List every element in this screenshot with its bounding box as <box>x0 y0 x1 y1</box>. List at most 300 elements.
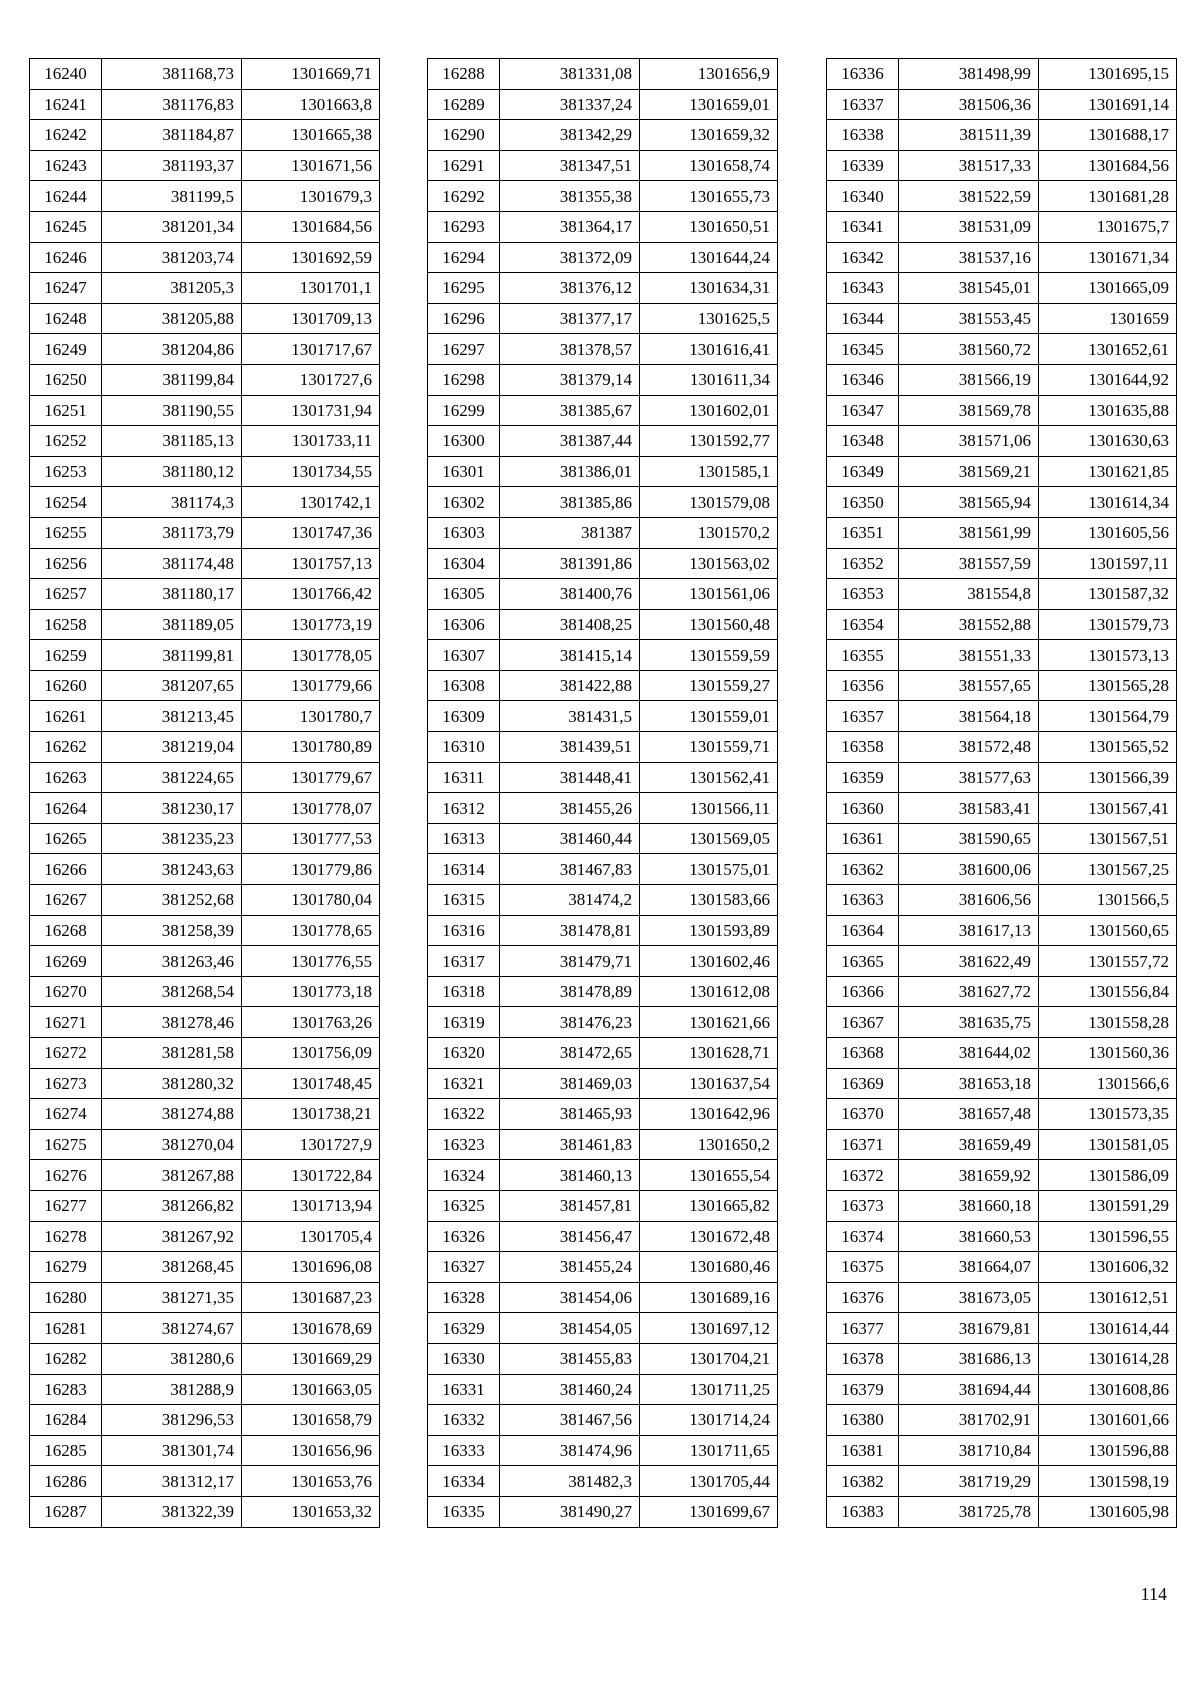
table-row <box>428 242 778 273</box>
table-row <box>428 1496 778 1527</box>
table-row <box>30 89 380 120</box>
point-number-cell: 16315 <box>428 885 500 916</box>
table-row <box>30 1343 380 1374</box>
y-coordinate-cell: 1301579,08 <box>640 487 778 518</box>
point-number-cell: 16257 <box>30 579 102 610</box>
x-coordinate-cell: 381312,17 <box>102 1466 242 1497</box>
x-coordinate-cell: 381168,73 <box>102 59 242 90</box>
table-row <box>30 1466 380 1497</box>
y-coordinate-cell: 1301567,51 <box>1039 823 1177 854</box>
x-coordinate-cell: 381213,45 <box>102 701 242 732</box>
table-row <box>428 1038 778 1069</box>
point-number-cell: 16316 <box>428 915 500 946</box>
x-coordinate-cell: 381673,05 <box>899 1282 1039 1313</box>
y-coordinate-cell: 1301659 <box>1039 303 1177 334</box>
y-coordinate-cell: 1301560,65 <box>1039 915 1177 946</box>
x-coordinate-cell: 381176,83 <box>102 89 242 120</box>
table-row <box>428 303 778 334</box>
y-coordinate-cell: 1301699,67 <box>640 1496 778 1527</box>
y-coordinate-cell: 1301612,08 <box>640 976 778 1007</box>
point-number-cell: 16317 <box>428 946 500 977</box>
table-row <box>30 1313 380 1344</box>
y-coordinate-cell: 1301748,45 <box>242 1068 380 1099</box>
point-number-cell: 16352 <box>827 548 899 579</box>
x-coordinate-cell: 381659,92 <box>899 1160 1039 1191</box>
x-coordinate-cell: 381566,19 <box>899 364 1039 395</box>
point-number-cell: 16272 <box>30 1038 102 1069</box>
point-number-cell: 16277 <box>30 1190 102 1221</box>
x-coordinate-cell: 381252,68 <box>102 885 242 916</box>
point-number-cell: 16368 <box>827 1038 899 1069</box>
x-coordinate-cell: 381199,5 <box>102 181 242 212</box>
x-coordinate-cell: 381455,83 <box>500 1343 640 1374</box>
x-coordinate-cell: 381377,17 <box>500 303 640 334</box>
y-coordinate-cell: 1301684,56 <box>1039 150 1177 181</box>
table-row <box>428 1129 778 1160</box>
x-coordinate-cell: 381331,08 <box>500 59 640 90</box>
table-row <box>30 640 380 671</box>
point-number-cell: 16351 <box>827 517 899 548</box>
y-coordinate-cell: 1301587,32 <box>1039 579 1177 610</box>
point-number-cell: 16319 <box>428 1007 500 1038</box>
table-row <box>428 854 778 885</box>
table-row <box>30 946 380 977</box>
y-coordinate-cell: 1301763,26 <box>242 1007 380 1038</box>
x-coordinate-cell: 381301,74 <box>102 1435 242 1466</box>
point-number-cell: 16244 <box>30 181 102 212</box>
x-coordinate-cell: 381572,48 <box>899 732 1039 763</box>
point-number-cell: 16287 <box>30 1496 102 1527</box>
table-row <box>827 548 1177 579</box>
table-row <box>428 1313 778 1344</box>
table-row <box>30 1496 380 1527</box>
point-number-cell: 16309 <box>428 701 500 732</box>
table-row <box>30 1160 380 1191</box>
table-row <box>827 120 1177 151</box>
point-number-cell: 16264 <box>30 793 102 824</box>
x-coordinate-cell: 381660,53 <box>899 1221 1039 1252</box>
x-coordinate-cell: 381600,06 <box>899 854 1039 885</box>
y-coordinate-cell: 1301711,25 <box>640 1374 778 1405</box>
x-coordinate-cell: 381561,99 <box>899 517 1039 548</box>
point-number-cell: 16339 <box>827 150 899 181</box>
table-row <box>30 1405 380 1436</box>
table-row <box>30 670 380 701</box>
y-coordinate-cell: 1301566,39 <box>1039 762 1177 793</box>
y-coordinate-cell: 1301597,11 <box>1039 548 1177 579</box>
point-number-cell: 16261 <box>30 701 102 732</box>
x-coordinate-cell: 381606,56 <box>899 885 1039 916</box>
y-coordinate-cell: 1301652,61 <box>1039 334 1177 365</box>
y-coordinate-cell: 1301566,6 <box>1039 1068 1177 1099</box>
y-coordinate-cell: 1301778,65 <box>242 915 380 946</box>
table-row <box>827 273 1177 304</box>
y-coordinate-cell: 1301776,55 <box>242 946 380 977</box>
table-row <box>428 334 778 365</box>
table-row <box>428 609 778 640</box>
point-number-cell: 16334 <box>428 1466 500 1497</box>
x-coordinate-cell: 381478,89 <box>500 976 640 1007</box>
y-coordinate-cell: 1301687,23 <box>242 1282 380 1313</box>
table-row <box>827 456 1177 487</box>
point-number-cell: 16249 <box>30 334 102 365</box>
y-coordinate-cell: 1301778,07 <box>242 793 380 824</box>
y-coordinate-cell: 1301602,46 <box>640 946 778 977</box>
table-row <box>428 1099 778 1130</box>
x-coordinate-cell: 381387,44 <box>500 426 640 457</box>
x-coordinate-cell: 381372,09 <box>500 242 640 273</box>
x-coordinate-cell: 381569,21 <box>899 456 1039 487</box>
y-coordinate-cell: 1301621,85 <box>1039 456 1177 487</box>
x-coordinate-cell: 381185,13 <box>102 426 242 457</box>
x-coordinate-cell: 381456,47 <box>500 1221 640 1252</box>
table-row <box>428 181 778 212</box>
table-row <box>428 59 778 90</box>
y-coordinate-cell: 1301558,28 <box>1039 1007 1177 1038</box>
table-row <box>827 670 1177 701</box>
x-coordinate-cell: 381224,65 <box>102 762 242 793</box>
table-row <box>827 1160 1177 1191</box>
point-number-cell: 16359 <box>827 762 899 793</box>
point-number-cell: 16301 <box>428 456 500 487</box>
table-row <box>428 793 778 824</box>
point-number-cell: 16276 <box>30 1160 102 1191</box>
y-coordinate-cell: 1301709,13 <box>242 303 380 334</box>
x-coordinate-cell: 381180,17 <box>102 579 242 610</box>
x-coordinate-cell: 381193,37 <box>102 150 242 181</box>
table-row <box>827 1374 1177 1405</box>
x-coordinate-cell: 381274,88 <box>102 1099 242 1130</box>
point-number-cell: 16285 <box>30 1435 102 1466</box>
x-coordinate-cell: 381199,84 <box>102 364 242 395</box>
y-coordinate-cell: 1301628,71 <box>640 1038 778 1069</box>
point-number-cell: 16242 <box>30 120 102 151</box>
table-row <box>30 1435 380 1466</box>
y-coordinate-cell: 1301696,08 <box>242 1252 380 1283</box>
y-coordinate-cell: 1301717,67 <box>242 334 380 365</box>
y-coordinate-cell: 1301688,17 <box>1039 120 1177 151</box>
point-number-cell: 16322 <box>428 1099 500 1130</box>
point-number-cell: 16320 <box>428 1038 500 1069</box>
table-row <box>827 915 1177 946</box>
table-row <box>30 487 380 518</box>
y-coordinate-cell: 1301663,05 <box>242 1374 380 1405</box>
x-coordinate-cell: 381560,72 <box>899 334 1039 365</box>
point-number-cell: 16259 <box>30 640 102 671</box>
x-coordinate-cell: 381258,39 <box>102 915 242 946</box>
x-coordinate-cell: 381219,04 <box>102 732 242 763</box>
y-coordinate-cell: 1301704,21 <box>640 1343 778 1374</box>
x-coordinate-cell: 381474,2 <box>500 885 640 916</box>
y-coordinate-cell: 1301644,24 <box>640 242 778 273</box>
table-row <box>827 59 1177 90</box>
y-coordinate-cell: 1301780,89 <box>242 732 380 763</box>
table-row <box>30 762 380 793</box>
y-coordinate-cell: 1301705,4 <box>242 1221 380 1252</box>
y-coordinate-cell: 1301566,5 <box>1039 885 1177 916</box>
y-coordinate-cell: 1301579,73 <box>1039 609 1177 640</box>
y-coordinate-cell: 1301684,56 <box>242 211 380 242</box>
x-coordinate-cell: 381205,3 <box>102 273 242 304</box>
table-row <box>428 487 778 518</box>
y-coordinate-cell: 1301581,05 <box>1039 1129 1177 1160</box>
y-coordinate-cell: 1301727,6 <box>242 364 380 395</box>
table-row <box>30 1221 380 1252</box>
page-number: 114 <box>1140 1584 1167 1604</box>
x-coordinate-cell: 381467,83 <box>500 854 640 885</box>
table-row <box>30 823 380 854</box>
x-coordinate-cell: 381506,36 <box>899 89 1039 120</box>
x-coordinate-cell: 381415,14 <box>500 640 640 671</box>
x-coordinate-cell: 381280,32 <box>102 1068 242 1099</box>
table-row <box>30 793 380 824</box>
table-row <box>30 915 380 946</box>
table-row <box>30 1190 380 1221</box>
point-number-cell: 16380 <box>827 1405 899 1436</box>
x-coordinate-cell: 381537,16 <box>899 242 1039 273</box>
table-row <box>827 1099 1177 1130</box>
y-coordinate-cell: 1301653,32 <box>242 1496 380 1527</box>
x-coordinate-cell: 381551,33 <box>899 640 1039 671</box>
y-coordinate-cell: 1301747,36 <box>242 517 380 548</box>
x-coordinate-cell: 381431,5 <box>500 701 640 732</box>
table-row <box>827 395 1177 426</box>
y-coordinate-cell: 1301611,34 <box>640 364 778 395</box>
point-number-cell: 16296 <box>428 303 500 334</box>
point-number-cell: 16251 <box>30 395 102 426</box>
point-number-cell: 16307 <box>428 640 500 671</box>
x-coordinate-cell: 381482,3 <box>500 1466 640 1497</box>
table-row <box>827 823 1177 854</box>
table-row <box>30 120 380 151</box>
table-row <box>30 701 380 732</box>
point-number-cell: 16318 <box>428 976 500 1007</box>
point-number-cell: 16325 <box>428 1190 500 1221</box>
x-coordinate-cell: 381230,17 <box>102 793 242 824</box>
table-row <box>428 426 778 457</box>
point-number-cell: 16268 <box>30 915 102 946</box>
y-coordinate-cell: 1301612,51 <box>1039 1282 1177 1313</box>
x-coordinate-cell: 381280,6 <box>102 1343 242 1374</box>
point-number-cell: 16346 <box>827 364 899 395</box>
point-number-cell: 16291 <box>428 150 500 181</box>
y-coordinate-cell: 1301650,51 <box>640 211 778 242</box>
point-number-cell: 16383 <box>827 1496 899 1527</box>
x-coordinate-cell: 381448,41 <box>500 762 640 793</box>
y-coordinate-cell: 1301779,67 <box>242 762 380 793</box>
x-coordinate-cell: 381553,45 <box>899 303 1039 334</box>
x-coordinate-cell: 381190,55 <box>102 395 242 426</box>
y-coordinate-cell: 1301773,19 <box>242 609 380 640</box>
table-row <box>428 1221 778 1252</box>
point-number-cell: 16266 <box>30 854 102 885</box>
y-coordinate-cell: 1301642,96 <box>640 1099 778 1130</box>
point-number-cell: 16345 <box>827 334 899 365</box>
x-coordinate-cell: 381577,63 <box>899 762 1039 793</box>
point-number-cell: 16361 <box>827 823 899 854</box>
table-row <box>827 609 1177 640</box>
table-row <box>30 1282 380 1313</box>
y-coordinate-cell: 1301567,25 <box>1039 854 1177 885</box>
table-row <box>827 303 1177 334</box>
x-coordinate-cell: 381243,63 <box>102 854 242 885</box>
table-row <box>428 762 778 793</box>
y-coordinate-cell: 1301650,2 <box>640 1129 778 1160</box>
y-coordinate-cell: 1301637,54 <box>640 1068 778 1099</box>
y-coordinate-cell: 1301616,41 <box>640 334 778 365</box>
y-coordinate-cell: 1301563,02 <box>640 548 778 579</box>
x-coordinate-cell: 381659,49 <box>899 1129 1039 1160</box>
point-number-cell: 16372 <box>827 1160 899 1191</box>
point-number-cell: 16310 <box>428 732 500 763</box>
y-coordinate-cell: 1301665,82 <box>640 1190 778 1221</box>
x-coordinate-cell: 381552,88 <box>899 609 1039 640</box>
table-row <box>428 1160 778 1191</box>
y-coordinate-cell: 1301655,73 <box>640 181 778 212</box>
table-row <box>30 1007 380 1038</box>
y-coordinate-cell: 1301727,9 <box>242 1129 380 1160</box>
table-row <box>30 303 380 334</box>
x-coordinate-cell: 381660,18 <box>899 1190 1039 1221</box>
point-number-cell: 16311 <box>428 762 500 793</box>
table-row <box>30 732 380 763</box>
table-row <box>827 701 1177 732</box>
point-number-cell: 16300 <box>428 426 500 457</box>
x-coordinate-cell: 381189,05 <box>102 609 242 640</box>
y-coordinate-cell: 1301573,13 <box>1039 640 1177 671</box>
table-row <box>428 395 778 426</box>
point-number-cell: 16356 <box>827 670 899 701</box>
x-coordinate-cell: 381590,65 <box>899 823 1039 854</box>
table-row <box>827 1007 1177 1038</box>
point-number-cell: 16379 <box>827 1374 899 1405</box>
x-coordinate-cell: 381490,27 <box>500 1496 640 1527</box>
y-coordinate-cell: 1301559,71 <box>640 732 778 763</box>
coordinate-table-2 <box>427 58 778 1528</box>
y-coordinate-cell: 1301560,48 <box>640 609 778 640</box>
y-coordinate-cell: 1301681,28 <box>1039 181 1177 212</box>
y-coordinate-cell: 1301738,21 <box>242 1099 380 1130</box>
y-coordinate-cell: 1301559,27 <box>640 670 778 701</box>
y-coordinate-cell: 1301614,34 <box>1039 487 1177 518</box>
y-coordinate-cell: 1301669,71 <box>242 59 380 90</box>
point-number-cell: 16364 <box>827 915 899 946</box>
point-number-cell: 16286 <box>30 1466 102 1497</box>
y-coordinate-cell: 1301779,66 <box>242 670 380 701</box>
y-coordinate-cell: 1301675,7 <box>1039 211 1177 242</box>
table-row <box>827 1068 1177 1099</box>
point-number-cell: 16240 <box>30 59 102 90</box>
point-number-cell: 16363 <box>827 885 899 916</box>
point-number-cell: 16377 <box>827 1313 899 1344</box>
y-coordinate-cell: 1301608,86 <box>1039 1374 1177 1405</box>
table-row <box>827 242 1177 273</box>
table-row <box>30 854 380 885</box>
x-coordinate-cell: 381270,04 <box>102 1129 242 1160</box>
table-row <box>30 1129 380 1160</box>
table-row <box>428 150 778 181</box>
point-number-cell: 16304 <box>428 548 500 579</box>
x-coordinate-cell: 381207,65 <box>102 670 242 701</box>
y-coordinate-cell: 1301655,54 <box>640 1160 778 1191</box>
point-number-cell: 16258 <box>30 609 102 640</box>
y-coordinate-cell: 1301659,01 <box>640 89 778 120</box>
table-row <box>428 885 778 916</box>
y-coordinate-cell: 1301780,7 <box>242 701 380 732</box>
point-number-cell: 16374 <box>827 1221 899 1252</box>
x-coordinate-cell: 381564,18 <box>899 701 1039 732</box>
x-coordinate-cell: 381454,05 <box>500 1313 640 1344</box>
x-coordinate-cell: 381664,07 <box>899 1252 1039 1283</box>
y-coordinate-cell: 1301630,63 <box>1039 426 1177 457</box>
point-number-cell: 16343 <box>827 273 899 304</box>
point-number-cell: 16381 <box>827 1435 899 1466</box>
table-row <box>30 548 380 579</box>
y-coordinate-cell: 1301606,32 <box>1039 1252 1177 1283</box>
x-coordinate-cell: 381288,9 <box>102 1374 242 1405</box>
y-coordinate-cell: 1301596,88 <box>1039 1435 1177 1466</box>
x-coordinate-cell: 381386,01 <box>500 456 640 487</box>
y-coordinate-cell: 1301756,09 <box>242 1038 380 1069</box>
point-number-cell: 16284 <box>30 1405 102 1436</box>
table-row <box>30 609 380 640</box>
y-coordinate-cell: 1301634,31 <box>640 273 778 304</box>
table-row <box>827 1496 1177 1527</box>
table-row <box>30 364 380 395</box>
point-number-cell: 16335 <box>428 1496 500 1527</box>
x-coordinate-cell: 381454,06 <box>500 1282 640 1313</box>
point-number-cell: 16253 <box>30 456 102 487</box>
point-number-cell: 16289 <box>428 89 500 120</box>
point-number-cell: 16323 <box>428 1129 500 1160</box>
x-coordinate-cell: 381385,67 <box>500 395 640 426</box>
x-coordinate-cell: 381271,35 <box>102 1282 242 1313</box>
coordinate-table-1 <box>29 58 380 1528</box>
x-coordinate-cell: 381472,65 <box>500 1038 640 1069</box>
table-row <box>827 854 1177 885</box>
point-number-cell: 16376 <box>827 1282 899 1313</box>
y-coordinate-cell: 1301722,84 <box>242 1160 380 1191</box>
point-number-cell: 16328 <box>428 1282 500 1313</box>
table-row <box>428 364 778 395</box>
x-coordinate-cell: 381460,44 <box>500 823 640 854</box>
table-row <box>30 59 380 90</box>
y-coordinate-cell: 1301601,66 <box>1039 1405 1177 1436</box>
table-row <box>827 579 1177 610</box>
y-coordinate-cell: 1301663,8 <box>242 89 380 120</box>
table-row <box>428 1374 778 1405</box>
x-coordinate-cell: 381511,39 <box>899 120 1039 151</box>
y-coordinate-cell: 1301602,01 <box>640 395 778 426</box>
point-number-cell: 16338 <box>827 120 899 151</box>
y-coordinate-cell: 1301669,29 <box>242 1343 380 1374</box>
point-number-cell: 16358 <box>827 732 899 763</box>
point-number-cell: 16333 <box>428 1435 500 1466</box>
point-number-cell: 16313 <box>428 823 500 854</box>
x-coordinate-cell: 381322,39 <box>102 1496 242 1527</box>
x-coordinate-cell: 381531,09 <box>899 211 1039 242</box>
x-coordinate-cell: 381557,59 <box>899 548 1039 579</box>
x-coordinate-cell: 381400,76 <box>500 579 640 610</box>
point-number-cell: 16278 <box>30 1221 102 1252</box>
x-coordinate-cell: 381627,72 <box>899 976 1039 1007</box>
table-row <box>428 89 778 120</box>
point-number-cell: 16373 <box>827 1190 899 1221</box>
table-row <box>30 579 380 610</box>
table-row <box>827 1405 1177 1436</box>
y-coordinate-cell: 1301665,38 <box>242 120 380 151</box>
x-coordinate-cell: 381694,44 <box>899 1374 1039 1405</box>
